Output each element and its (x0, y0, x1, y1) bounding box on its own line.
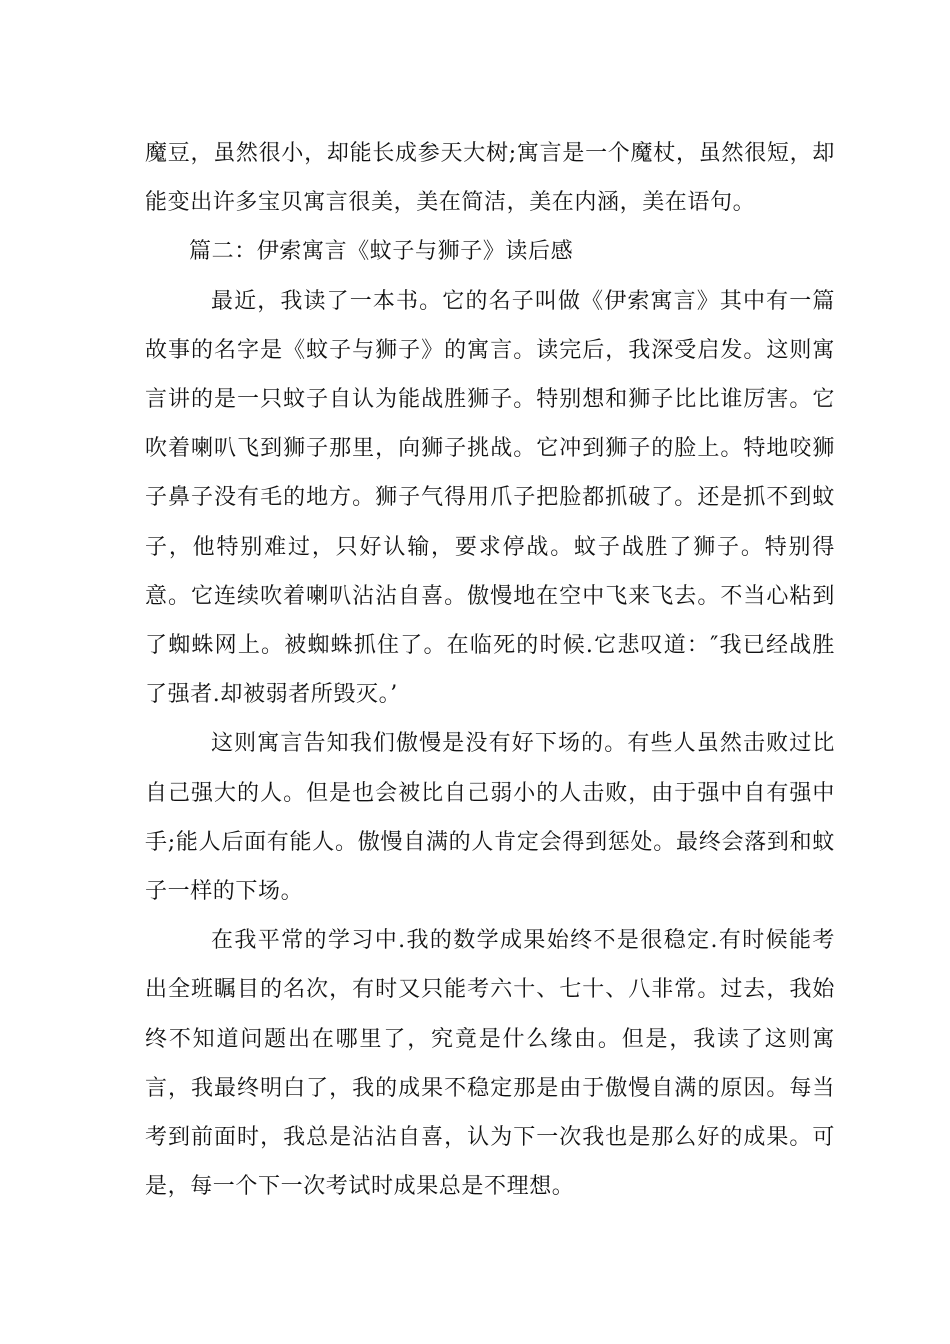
body-paragraph-3: 在我平常的学习中.我的数学成果始终不是很稳定.有时候能考出全班瞩目的名次，有时又只能考六十、七十、八非常。过去，我始终不知道问题出在哪里了，究竟是什么缘由。但是，我读了这则寓言，我最终明白了，我的成果不稳定那是由于傲慢自满的原因。每当考到前面时，我总是沾沾自喜，认为下一次我也是那么好的成果。可是，每一个下一次考试时成果总是不理想。 (145, 928, 835, 1200)
section-heading: 篇二：伊索寓言《蚊子与狮子》读后感 (189, 239, 574, 265)
document-body (145, 129, 835, 1211)
body-paragraph-1: 最近，我读了一本书。它的名子叫做《伊索寓言》其中有一篇故事的名字是《蚊子与狮子》的寓言。读完后，我深受启发。这则寓言讲的是一只蚊子自认为能战胜狮子。特别想和狮子比比谁厉害。它吹着喇叭飞到狮子那里，向狮子挑战。它冲到狮子的脸上。特地咬狮子鼻子没有毛的地方。狮子气得用爪子把脸都抓破了。还是抓不到蚊子，他特别难过，只好认输，要求停战。蚊子战胜了狮子。特别得意。它连续吹着喇叭沾沾自喜。傲慢地在空中飞来飞去。不当心粘到了蜘蛛网上。被蜘蛛抓住了。在临死的时候.它悲叹道：″我已经战胜了强者.却被弱者所毁灭。’ (145, 288, 835, 708)
intro-paragraph: 魔豆，虽然很小，却能长成参天大树;寓言是一个魔杖，虽然很短，却能变出许多宝贝寓言很美，美在简洁，美在内涵，美在语句。 (145, 141, 835, 216)
body-paragraph-2: 这则寓言告知我们傲慢是没有好下场的。有些人虽然击败过比自己强大的人。但是也会被比自己弱小的人击败，由于强中自有强中手;能人后面有能人。傲慢自满的人肯定会得到惩处。最终会落到和蚊子一样的下场。 (145, 731, 835, 905)
